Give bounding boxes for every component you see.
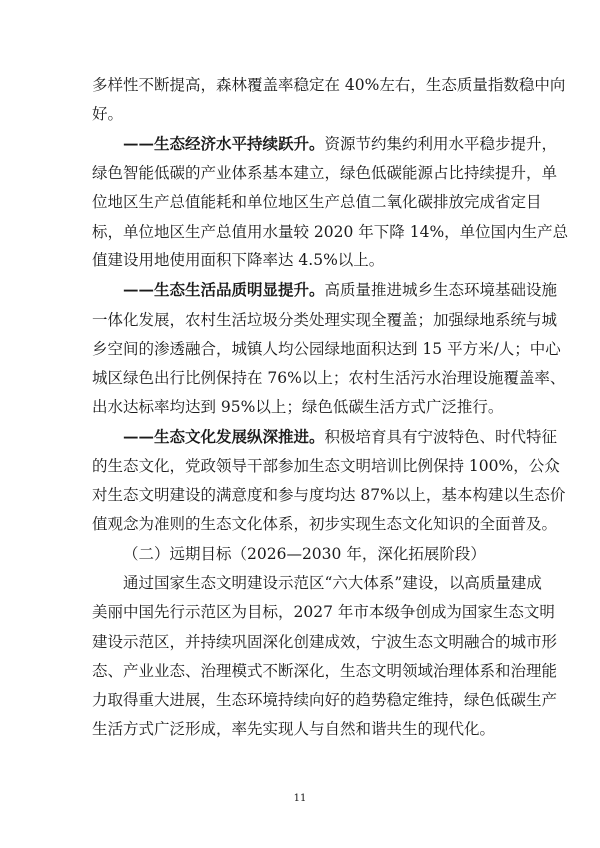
- section-lead-heading: ——生态经济水平持续跃升。: [123, 133, 325, 153]
- paragraph-line: 力取得重大进展，生态环境持续向好的趋势稳定维持，绿色低碳生产: [92, 691, 558, 710]
- paragraph-line: 城区绿色出行比例保持在 76%以上；农村生活污水治理设施覆盖率、: [92, 369, 566, 388]
- paragraph-text: 高质量推进城乡生态环境基础设施: [324, 281, 558, 300]
- paragraph-text: 资源节约集约利用水平稳步提升，: [324, 134, 558, 153]
- section-lead-heading: ——生态生活品质明显提升。: [123, 280, 325, 300]
- paragraph-line: 标，单位地区生产总值用水量较 2020 年下降 14%，单位国内生产总: [92, 222, 569, 241]
- paragraph-line: 好。: [92, 104, 124, 123]
- paragraph-line: 绿色智能低碳的产业体系基本建立，绿色低碳能源占比持续提升，单: [92, 164, 558, 183]
- paragraph-line: 建设示范区，并持续巩固深化创建成效，宁波生态文明融合的城市形: [92, 632, 558, 651]
- paragraph-line: 美丽中国先行示范区为目标，2027 年市本级争创成为国家生态文明: [92, 603, 555, 622]
- paragraph-line: 多样性不断提高，森林覆盖率稳定在 40%左右，生态质量指数稳中向: [92, 76, 566, 94]
- paragraph-line: 值建设用地使用面积下降率达 4.5%以上。: [92, 251, 385, 270]
- paragraph-line: 生活方式广泛形成，率先实现人与自然和谐共生的现代化。: [92, 720, 496, 738]
- paragraph-line: 值观念为准则的生态文化体系，初步实现生态文化知识的全面普及。: [92, 514, 558, 533]
- paragraph-first-line: 通过国家生态文明建设示范区“六大体系”建设，以高质量建成: [123, 574, 542, 593]
- paragraph-line: 的生态文化，党政领导干部参加生态文明培训比例保持 100%，公众: [92, 456, 560, 475]
- paragraph-line: 位地区生产总值能耗和单位地区生产总值二氧化碳排放完成省定目: [92, 192, 542, 211]
- paragraph-text: 积极培育具有宁波特色、时代特征: [324, 427, 558, 446]
- page-number: 11: [293, 793, 307, 804]
- paragraph-line: 一体化发展，农村生活垃圾分类处理实现全覆盖；加强绿地系统与城: [92, 310, 558, 329]
- paragraph-line: 态、产业业态、治理模式不断深化，生态文明领域治理体系和治理能: [92, 661, 558, 680]
- paragraph-first-line: [123, 426, 558, 447]
- paragraph-line: 乡空间的渗透融合，城镇人均公园绿地面积达到 15 平方米/人；中心: [92, 339, 561, 358]
- paragraph-line: 出水达标率均达到 95%以上；绿色低碳生活方式广泛推行。: [92, 398, 504, 416]
- paragraph-first-line: [123, 280, 558, 300]
- paragraph-first-line: [123, 133, 558, 154]
- paragraph-line: 对生态文明建设的满意度和参与度均达 87%以上，基本构建以生态价: [92, 486, 566, 505]
- section-heading: （二）远期目标（2026—2030 年，深化拓展阶段）: [123, 544, 486, 563]
- section-lead-heading: ——生态文化发展纵深推进。: [123, 426, 325, 446]
